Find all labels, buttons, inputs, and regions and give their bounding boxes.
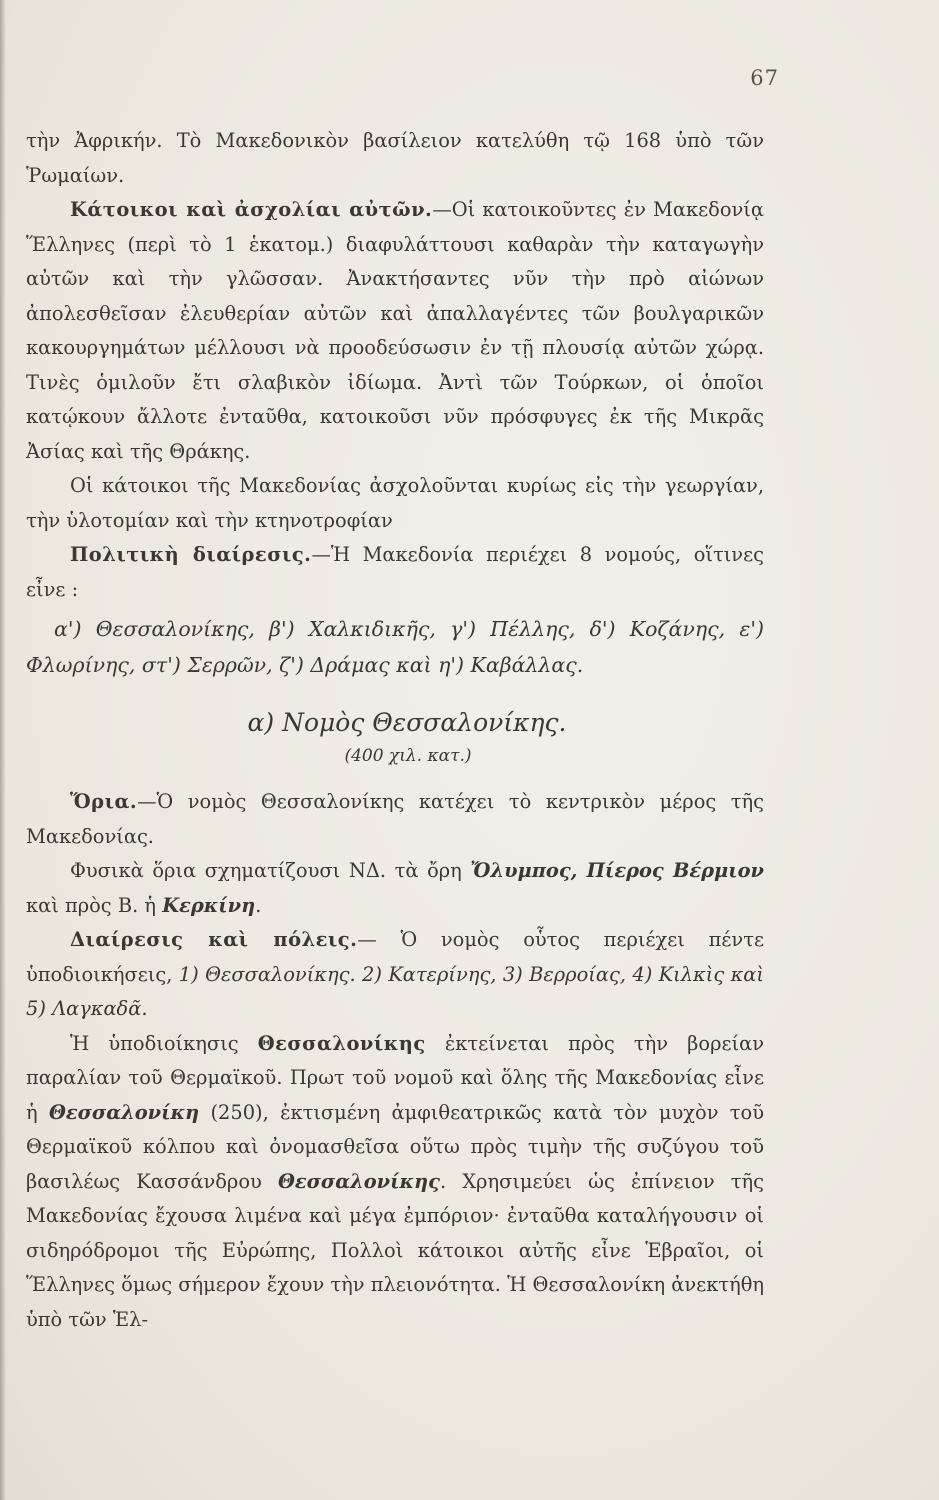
section-title-division-cities: Διαίρεσις καὶ πόλεις. — [70, 928, 358, 951]
text-run: καὶ πρὸς Β. ἡ — [26, 893, 163, 917]
text-run: — Ὁ νομὸς οὗτος περιέχει πέντε ὑποδιοικήσεις, — [26, 928, 764, 986]
emphasis-thessaloniki: Θεσσαλονίκης — [257, 1031, 426, 1055]
page-number: 67 — [750, 66, 779, 90]
paragraph-borders — [26, 785, 764, 854]
paragraph-political-division — [26, 538, 764, 607]
page-edge-shadow — [0, 0, 6, 1500]
paragraph-division-cities — [26, 923, 764, 1027]
text-run: Φυσικὰ ὅρια σχηματίζουσι ΝΔ. τὰ ὄρη — [70, 859, 471, 882]
section-subheading-area: (400 χιλ. κατ.) — [344, 746, 472, 766]
text-run: ἐκτείνεται πρὸς τὴν βορείαν παραλίαν τοῦ Θερμαϊκοῦ. Πρωτ τοῦ νομοῦ καὶ ὅλης τῆς Μακεδονίας εἶνε ἡ — [26, 1031, 764, 1124]
prefectures-list: α') Θεσσαλονίκης, β') Χαλκιδικῆς, γ') Πέλλης, δ') Κοζάνης, ε') Φλωρίνης, στ') Σερρῶν, ζ') Δράμας καὶ η') Καβάλλας. — [26, 617, 764, 677]
text-run: . Χρησιμεύει ὡς ἐπίνειον τῆς Μακεδονίας ἔχουσα λιμένα καὶ μέγα ἐμπόριον· ἐνταῦθα καταλήγουσιν οἱ σιδηρόδρομοι τῆς Εὐρώπης, Πολλοὶ κάτοικοι αὐτῆς εἶνε Ἑβραῖοι, οἱ Ἕλληνες ὅμως σήμερον ἔχουν τὴν πλειονότητα. Ἡ Θεσσαλονίκη ἀνεκτήθη ὑπὸ τῶν Ἑλ- — [26, 1169, 764, 1331]
paragraph-natural-borders — [26, 854, 764, 923]
text-run: (250), ἐκτισμένη ἀμφιθεατρικῶς κατὰ τὸν μυχὸν τοῦ Θερμαϊκοῦ κόλπου καὶ ὀνομασθεῖσα οὕτω πρὸς τιμὴν τῆς συζύγου τοῦ βασιλέως Κασσάνδρου — [26, 1100, 765, 1193]
page-text — [26, 124, 764, 1337]
emphasis-thessaloniki-city: Θεσσαλονίκη — [48, 1100, 200, 1124]
section-heading-thessaloniki: α) Νομὸς Θεσσαλονίκης. — [247, 708, 567, 737]
subdivisions-list: 1) Θεσσαλονίκης. 2) Κατερίνης, 3) Βερροίας, 4) Κιλκὶς καὶ 5) Λαγκαδᾶ. — [26, 962, 764, 1020]
section-title-inhabitants: Κάτοικοι καὶ ἀσχολίαι αὐτῶν. — [70, 198, 433, 221]
paragraph-thessaloniki-city — [26, 1027, 764, 1338]
mountain-kerkini: Κερκίνη — [162, 893, 256, 917]
mountain-names: Ὄλυμπος, Πίερος Βέρμιον — [470, 859, 764, 882]
paragraph-inhabitants — [26, 193, 764, 469]
paragraph-roman-conquest: τὴν Ἀφρικήν. Τὸ Μακεδονικὸν βασίλειον κατελύθη τῷ 168 ὑπὸ τῶν Ῥωμαίων. — [26, 129, 764, 187]
text-run: . — [255, 893, 262, 917]
emphasis-thessaloniki-queen: Θεσσαλονίκης — [277, 1169, 440, 1193]
section-title-borders: Ὅρια. — [70, 790, 138, 813]
paragraph-political-division-body: —Ἡ Μακεδονία περιέχει 8 νομούς, οἵτινες εἶνε : — [26, 543, 765, 601]
paragraph-occupations: Οἱ κάτοικοι τῆς Μακεδονίας ἀσχολοῦνται κυρίως εἰς τὴν γεωργίαν, τὴν ὑλοτομίαν καὶ τὴν κτηνοτροφίαν — [26, 474, 764, 532]
text-run: Ἡ ὑποδιοίκησις — [70, 1031, 258, 1055]
paragraph-borders-body: —Ὁ νομὸς Θεσσαλονίκης κατέχει τὸ κεντρικὸν μέρος τῆς Μακεδονίας. — [26, 790, 764, 848]
section-title-political-division: Πολιτικὴ διαίρεσις. — [70, 543, 312, 566]
paragraph-inhabitants-body: —Οἱ κατοικοῦντες ἐν Μακεδονίᾳ Ἕλληνες (περὶ τὸ 1 ἑκατομ.) διαφυλάττουσι καθαρὰν τὴν καταγωγὴν αὐτῶν καὶ τὴν γλῶσσαν. Ἀνακτήσαντες νῦν τὴν πρὸ αἰώνων ἀπολεσθεῖσαν ἐλευθερίαν αὐτῶν καὶ ἀπαλλαγέντες τῶν βουλγαρικῶν κακουργημάτων μέλλουσι νὰ προοδεύσωσιν ἐν τῇ πλουσίᾳ αὐτῶν χώρᾳ. Τινὲς ὁμιλοῦν ἔτι σλαβικὸν ἰδίωμα. Ἀντὶ τῶν Τούρκων, οἱ ὁποῖοι κατῴκουν ἄλλοτε ἐνταῦθα, κατοικοῦσι νῦν πρόσφυγες ἐκ τῆς Μικρᾶς Ἀσίας καὶ τῆς Θράκης. — [26, 198, 764, 463]
